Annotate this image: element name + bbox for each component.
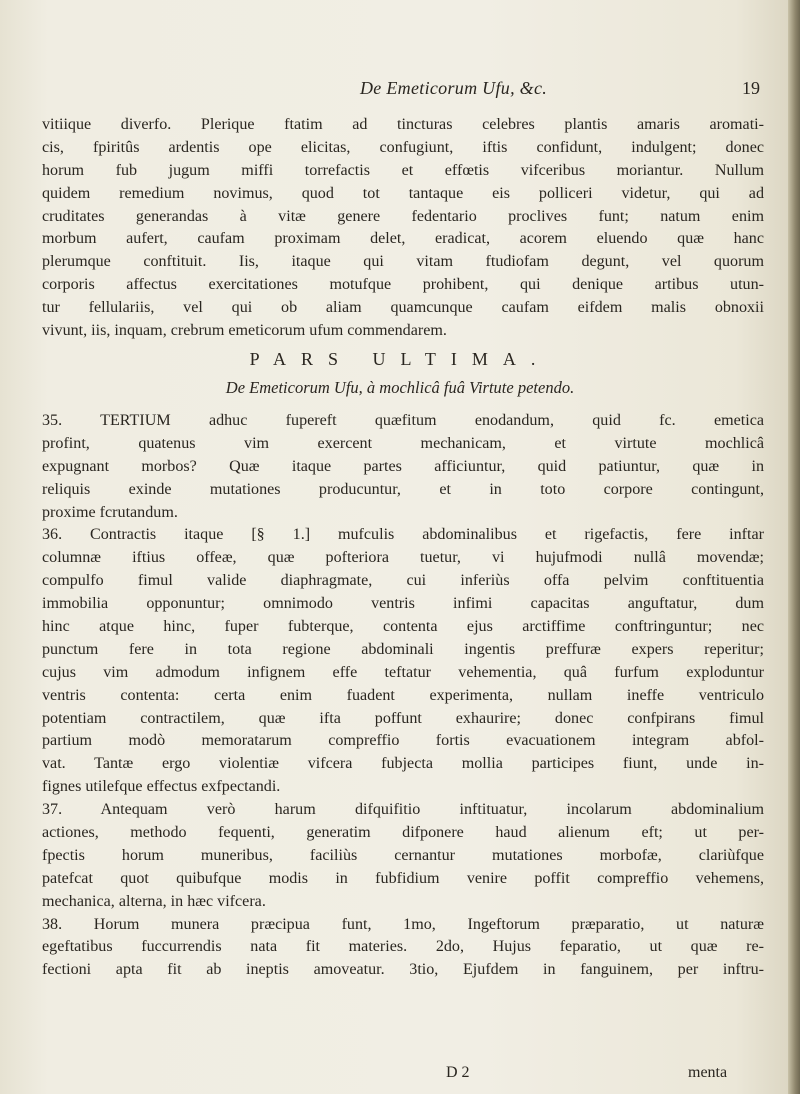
text-line: fignes utilefque effectus exfpectandi. bbox=[42, 778, 281, 796]
text-line: columnæ iftius offeæ, quæ pofteriora tuetur, vi hujufmodi nullâ movendæ; bbox=[42, 549, 764, 567]
text-line: profint, quatenus vim exercent mechanicam, et virtute mochlicâ bbox=[42, 434, 764, 452]
text-line: actiones, methodo fequenti, generatim difponere haud alienum eft; ut per- bbox=[42, 824, 764, 842]
text-line: mechanica, alterna, in hæc vifcera. bbox=[42, 892, 266, 910]
running-title: De Emeticorum Ufu, &c. bbox=[360, 78, 548, 98]
text-line: cujus vim admodum infignem effe teftatur vehementia, quâ furfum exploduntur bbox=[42, 663, 764, 681]
text-line: hinc atque hinc, fuper fubterque, contenta ejus arctiffime conftringuntur; nec bbox=[42, 618, 764, 636]
text-line: immobilia opponuntur; omnimodo ventris infimi capacitas anguftatur, dum bbox=[42, 595, 764, 613]
text-line: corporis affectus exercitationes motufque prohibent, qui denique artibus utun- bbox=[42, 276, 764, 294]
text-line: quidem remedium novimus, quod tot tantaque eis polliceri videtur, qui ad bbox=[42, 184, 764, 202]
book-spine-edge bbox=[788, 0, 800, 1094]
text-line: reliquis exinde mutationes producuntur, et in toto corpore contingunt, bbox=[42, 480, 764, 498]
section-subtitle: De Emeticorum Ufu, à mochlicâ fuâ Virtute petendo. bbox=[225, 378, 575, 397]
text-line: patefcat quot quibufque modis in fubfidium venire poffit compreffio vehemens, bbox=[42, 869, 764, 887]
text-line: cruditates generandas à vitæ genere fedentario proclives funt; natum enim bbox=[42, 207, 764, 225]
catchword: menta bbox=[688, 1064, 728, 1081]
text-line: punctum fere in tota regione abdominali ingentis preffuræ expers reperitur; bbox=[42, 640, 764, 658]
text-line: partium modò memoratarum compreffio fortis evacuationem integram abfol- bbox=[42, 732, 764, 750]
text-line: ventris contenta: certa enim fuadent experimenta, nullam ineffe ventriculo bbox=[42, 686, 764, 704]
text-line: vivunt, iis, inquam, crebrum emeticorum ufum commendarem. bbox=[42, 322, 447, 340]
text-line: compulfo fimul valide diaphragmate, cui inferiùs offa pelvim conftituentia bbox=[42, 572, 764, 590]
text-line: proxime fcrutandum. bbox=[42, 503, 178, 521]
text-line: plerumque conftituit. Iis, itaque qui vitam ftudiofam degunt, vel quorum bbox=[42, 253, 764, 271]
text-line: fectioni apta fit ab ineptis amoveatur. 3tio, Ejufdem in fanguinem, per inftru- bbox=[42, 961, 764, 979]
text-line: tur fellulariis, vel qui ob aliam quamcunque caufam eifdem malis obnoxii bbox=[42, 299, 764, 317]
text-line: egeftatibus fuccurrendis nata fit materies. 2do, Hujus feparatio, ut quæ re- bbox=[42, 938, 764, 956]
paragraph-2 bbox=[42, 410, 764, 982]
text-line: 37. Antequam verò harum difquifitio inftituatur, incolarum abdominalium bbox=[42, 801, 764, 819]
text-line: potentiam contractilem, quæ ifta poffunt exhaurire; donec confpirans fimul bbox=[42, 709, 764, 727]
text-line: fpectis horum muneribus, faciliùs cernantur mutationes morbofæ, clariùfque bbox=[42, 846, 764, 864]
text-line: morbum aufert, caufam proximam delet, eradicat, acorem eluendo quæ hanc bbox=[42, 230, 764, 248]
text-line: 36. Contractis itaque [§ 1.] mufculis abdominalibus et rigefactis, fere inftar bbox=[42, 526, 764, 544]
text-line: cis, fpiritûs ardentis ope elicitas, confugiunt, iftis confidunt, indulgent; donec bbox=[42, 138, 764, 156]
section-heading-pars-ultima: PARS ULTIMA. bbox=[249, 349, 551, 369]
page-number: 19 bbox=[742, 78, 760, 98]
text-line: vat. Tantæ ergo violentiæ vifcera fubjecta mollia participes fiunt, unde in- bbox=[42, 755, 764, 773]
page-header bbox=[310, 78, 760, 102]
signature-mark: D 2 bbox=[446, 1064, 470, 1081]
text-line: expugnant morbos? Quæ itaque partes afficiuntur, quid patiuntur, quæ in bbox=[42, 457, 764, 475]
text-line: horum fub jugum miffi torrefactis et effœtis vifceribus moriantur. Nullum bbox=[42, 161, 764, 179]
text-line: 35. TERTIUM adhuc fupereft quæfitum enodandum, quid fc. emetica bbox=[42, 412, 764, 429]
paragraph-1 bbox=[42, 114, 764, 343]
text-line: 38. Horum munera præcipua funt, 1mo, Ingeftorum præparatio, ut naturæ bbox=[42, 915, 764, 933]
text-line: vitiique diverfo. Plerique ftatim ad tincturas celebres plantis amaris aromati- bbox=[42, 116, 764, 133]
